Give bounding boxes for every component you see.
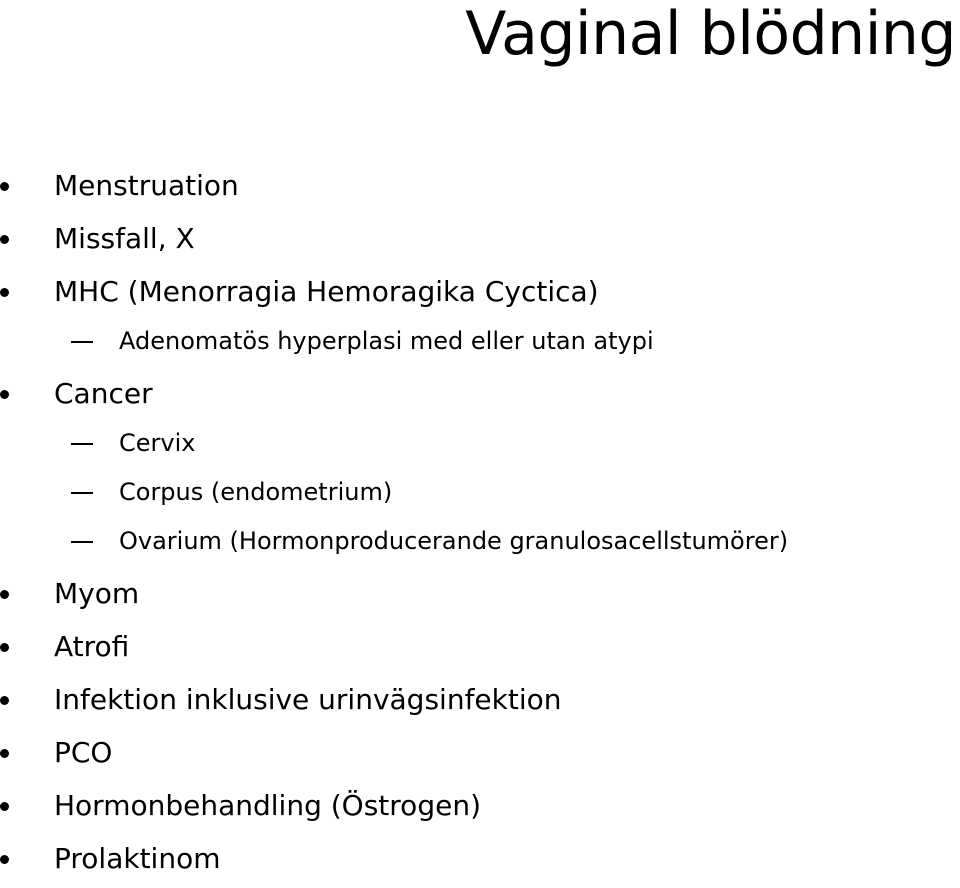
dash-bullet-icon (71, 341, 93, 343)
list-item (0, 268, 960, 321)
bullet-dot-icon (0, 590, 9, 599)
list-item-text: MHC (Menorragia Hemoragika Cyctica) (54, 275, 599, 308)
slide-title: Vaginal blödning (465, 0, 956, 69)
bullet-dot-icon (0, 235, 9, 244)
list-item-text: Menstruation (54, 169, 239, 202)
bullet-dot-icon (0, 643, 9, 652)
dash-bullet-icon (71, 492, 93, 494)
list-item (0, 570, 960, 623)
sub-list-item (0, 521, 960, 570)
bullet-dot-icon (0, 696, 9, 705)
list-item-text: Myom (54, 577, 140, 610)
list-item (0, 370, 960, 423)
list-item-text: Atrofi (54, 630, 130, 663)
sub-list-item (0, 472, 960, 521)
bullet-dot-icon (0, 855, 9, 864)
list-item-text: Prolaktinom (54, 842, 221, 875)
list-item (0, 782, 960, 835)
list-item-text: Hormonbehandling (Östrogen) (54, 789, 481, 822)
bullet-list (0, 162, 960, 888)
sub-list-item-text: Cervix (119, 429, 196, 457)
list-item-text: Cancer (54, 377, 153, 410)
sub-list-item (0, 423, 960, 472)
sub-list-item-text: Adenomatös hyperplasi med eller utan atypi (119, 327, 654, 355)
list-item (0, 215, 960, 268)
sub-list-item (0, 321, 960, 370)
sub-list-item-text: Corpus (endometrium) (119, 478, 393, 506)
list-item (0, 162, 960, 215)
list-item-text: Infektion inklusive urinvägsinfektion (54, 683, 562, 716)
list-item-text: PCO (54, 736, 113, 769)
dash-bullet-icon (71, 541, 93, 543)
bullet-dot-icon (0, 182, 9, 191)
list-item (0, 676, 960, 729)
bullet-dot-icon (0, 390, 9, 399)
list-item (0, 835, 960, 888)
bullet-dot-icon (0, 749, 9, 758)
dash-bullet-icon (71, 443, 93, 445)
list-item (0, 623, 960, 676)
bullet-dot-icon (0, 802, 9, 811)
sub-list-item-text: Ovarium (Hormonproducerande granulosacellstumörer) (119, 527, 789, 555)
bullet-dot-icon (0, 288, 9, 297)
list-item (0, 729, 960, 782)
list-item-text: Missfall, X (54, 222, 195, 255)
